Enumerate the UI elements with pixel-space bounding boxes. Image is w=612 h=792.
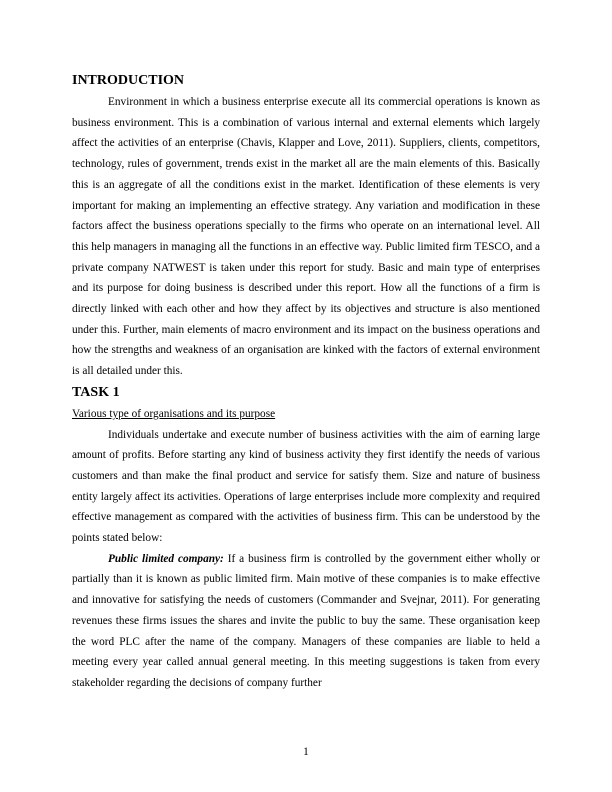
plc-paragraph xyxy=(72,549,540,694)
introduction-heading: INTRODUCTION xyxy=(72,73,185,88)
document-page xyxy=(72,71,540,694)
task1-subheading: Various type of organisations and its purpose xyxy=(72,407,276,420)
plc-label: Public limited company: xyxy=(108,552,224,565)
plc-text: If a business firm is controlled by the government either wholly or partially than it is known as public limited firm. Main motive of these companies is to make effective and innovative for satisfying the needs of customers (Commander and Svejnar, 2011). For generating revenues these firms issues the shares and invite the public to buy the same. These organisation keep the word PLC after the name of the company. Managers of these companies are liable to held a meeting every year called annual general meeting. In this meeting suggestions is taken from every stakeholder regarding the decisions of company further xyxy=(72,552,540,689)
introduction-paragraph: Environment in which a business enterprise execute all its commercial operations is known as business environment. This is a combination of various internal and external elements which largely affect the activities of an enterprise (Chavis, Klapper and Love, 2011). Suppliers, clients, competitors, technology, rules of government, trends exist in the market all are the main elements of this. Basically this is an aggregate of all the conditions exist in the market. Identification of these elements is very important for making an implementing an effective strategy. Any variation and modification in these factors affect the business operations specially to the firms who operate on an international level. All this help managers in managing all the functions in an effective way. Public limited firm TESCO, and a private company NATWEST is taken under this report for study. Basic and main type of enterprises and its purpose for doing business is described under this report. How all the functions of a firm is directly linked with each other and how they affect by its objectives and structure is also mentioned under this. Further, main elements of macro environment and its impact on the business operations and how the strengths and weakness of an organisation are kinked with the factors of external environment is all detailed under this. xyxy=(72,96,540,378)
task1-paragraph: Individuals undertake and execute number of business activities with the aim of earning large amount of profits. Before starting any kind of business activity they first identify the needs of various customers and than make the final product and service for satisfy them. Size and nature of business entity largely affect its activities. Operations of large enterprises include more complexity and required effective management as compared with the activities of business firm. This can be understood by the points stated below: xyxy=(72,428,540,545)
page-number: 1 xyxy=(303,746,309,758)
task1-heading: TASK 1 xyxy=(72,384,120,400)
